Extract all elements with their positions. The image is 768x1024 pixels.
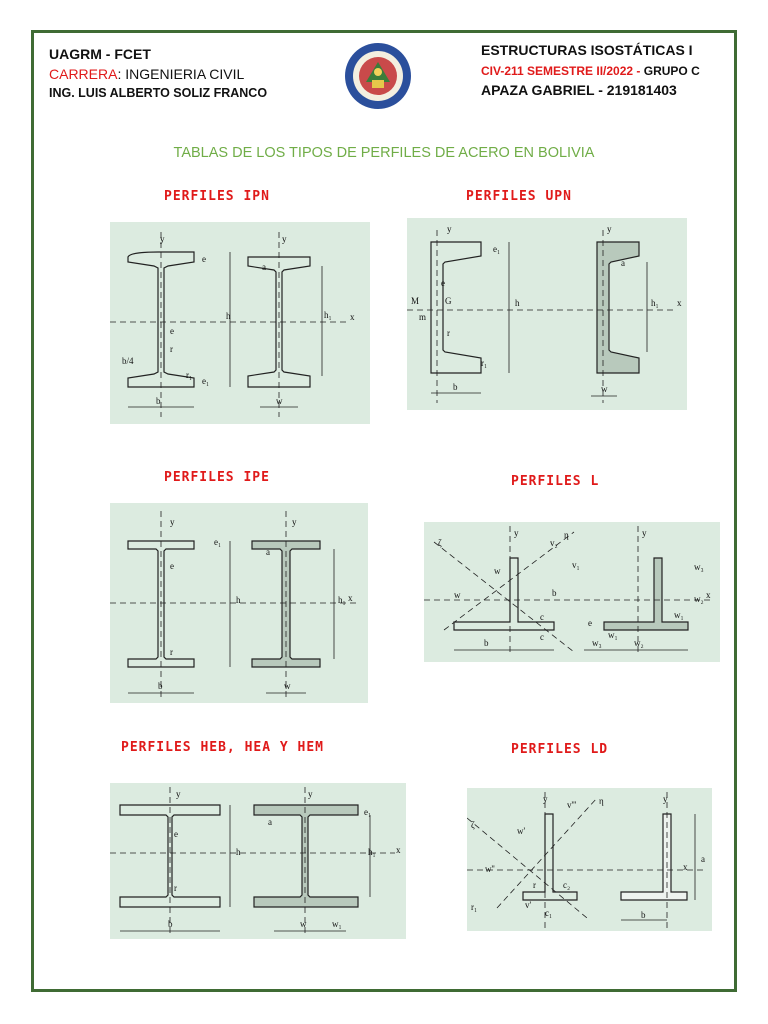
l-diagram [424,522,720,662]
upn-label-G: G [445,296,452,306]
l-label-c: c [540,612,544,622]
l-label-w3-bottom: w₃ [592,638,602,648]
l-label-eta: η [564,530,569,540]
upn-label-m: m [419,312,427,322]
heb-label-e1: e₁ [364,807,372,817]
career-label: CARRERA [49,66,118,82]
ld-label-b: b [641,910,646,920]
l-label-c-horiz: c [540,632,544,642]
ipe-label-e1: e₁ [214,537,222,547]
upn-label-a: a [621,258,625,268]
section-title-ipe: PERFILES IPE [164,470,270,485]
l-label-v2: v₂ [550,538,558,548]
ipn-label-a: a [262,262,266,272]
ld-label-eta: η [599,796,604,806]
ipn-label-b: b [156,396,161,406]
upn-label-y: y [447,224,452,234]
ld-label-vp: v' [525,900,532,910]
heb-label-y2: y [308,789,313,799]
ld-label-wpp: w'' [485,864,495,874]
institution: UAGRM - FCET [49,46,151,62]
l-label-w2: w₂ [634,638,644,648]
document-title: TABLAS DE LOS TIPOS DE PERFILES DE ACERO EN BOLIVIA [173,145,595,161]
career-line [49,66,244,82]
ipn-label-e: e [202,254,206,264]
ipe-label-x: x [348,593,353,603]
ld-label-y: y [543,794,548,804]
upn-label-b: b [453,382,458,392]
section-title-l: PERFILES L [511,474,600,489]
section-title-ld: PERFILES LD [511,742,609,757]
l-label-y: y [514,528,519,538]
ipn-label-h1: h₁ [324,310,332,320]
student-name: APAZA GABRIEL - 219181403 [481,82,677,98]
ld-label-x: x [683,862,688,872]
ld-label-wp: w' [517,826,526,836]
heb-label-h: h [236,847,241,857]
ld-label-r: r [533,880,536,890]
ipn-label-y2: y [282,234,287,244]
heb-label-x: x [396,845,401,855]
ld-label-vppp: v''' [567,800,577,810]
ipe-label-y2: y [292,517,297,527]
section-title-ipn: PERFILES IPN [164,189,270,204]
upn-label-r1: r₁ [481,358,488,368]
l-label-e: e [588,618,592,628]
section-title-upn: PERFILES UPN [466,189,572,204]
ld-label-c1: c₁ [545,908,553,918]
ipn-label-h: h [226,311,231,321]
l-label-w1-bottom: w₁ [608,630,618,640]
ipe-label-y: y [170,517,175,527]
ld-label-zeta: ζ [471,820,475,830]
group-label: GRUPO C [643,64,700,78]
l-label-w2-vert: w₂ [694,594,704,604]
upn-label-e1: e₁ [493,244,501,254]
ipe-label-a: a [266,547,270,557]
ipe-label-r: r [170,647,173,657]
heb-label-y: y [176,789,181,799]
l-label-b: b [484,638,489,648]
l-label-w1: w₁ [674,610,684,620]
ipn-diagram [110,222,370,424]
l-label-w: w [494,566,501,576]
l-label-zeta: ζ [438,538,442,548]
ipn-label-b4: b/4 [122,356,134,366]
heb-label-r: r [174,883,177,893]
course-line [481,64,700,78]
ipe-label-e: e [170,561,174,571]
ipe-label-w: w [284,681,291,691]
heb-label-h1: h₁ [368,847,376,857]
ipe-diagram [110,503,368,703]
l-label-w-diag: w [454,590,461,600]
upn-label-h: h [515,298,520,308]
ipn-label-y: y [160,234,165,244]
upn-diagram [407,218,687,410]
ipn-label-w: w [276,396,283,406]
heb-label-b: b [168,919,173,929]
section-title-heb: PERFILES HEB, HEA Y HEM [121,740,325,755]
upn-label-h1: h₁ [651,298,659,308]
upn-label-x: x [677,298,682,308]
heb-label-w: w [300,919,307,929]
upn-label-r: r [447,328,450,338]
ld-label-c2: c₂ [563,880,571,890]
professor-name: ING. LUIS ALBERTO SOLIZ FRANCO [49,86,268,100]
heb-label-e: e [174,829,178,839]
ld-label-a: a [701,854,705,864]
course-code: CIV-211 SEMESTRE II/2022 - [481,64,644,78]
ipe-label-h1: h₁ [338,595,346,605]
course-title: ESTRUCTURAS ISOSTÁTICAS I [481,42,693,58]
ld-label-r1: r₁ [471,902,478,912]
ipe-label-h: h [236,595,241,605]
heb-label-w1: w₁ [332,919,342,929]
ipn-label-x: x [350,312,355,322]
heb-diagram [110,783,406,939]
career-value: : INGENIERIA CIVIL [117,66,245,82]
upn-label-y2: y [607,224,612,234]
ld-label-y2: y [663,794,668,804]
l-label-v1: v₁ [572,560,580,570]
ipn-label-r1: r₁ [186,370,193,380]
heb-label-a: a [268,817,272,827]
ipn-label-r: r [170,344,173,354]
university-seal-icon [344,42,412,110]
ld-diagram [467,788,712,931]
upn-label-M: M [411,296,420,306]
l-label-w3: w₃ [694,562,704,572]
ipn-label-e1: e₁ [202,376,210,386]
upn-label-e: e [441,278,445,288]
upn-label-w: w [601,384,608,394]
l-label-b-vert: b [552,588,557,598]
l-label-x: x [706,590,711,600]
ipe-label-b: b [158,681,163,691]
ipn-label-e-web: e [170,326,174,336]
l-label-y2: y [642,528,647,538]
